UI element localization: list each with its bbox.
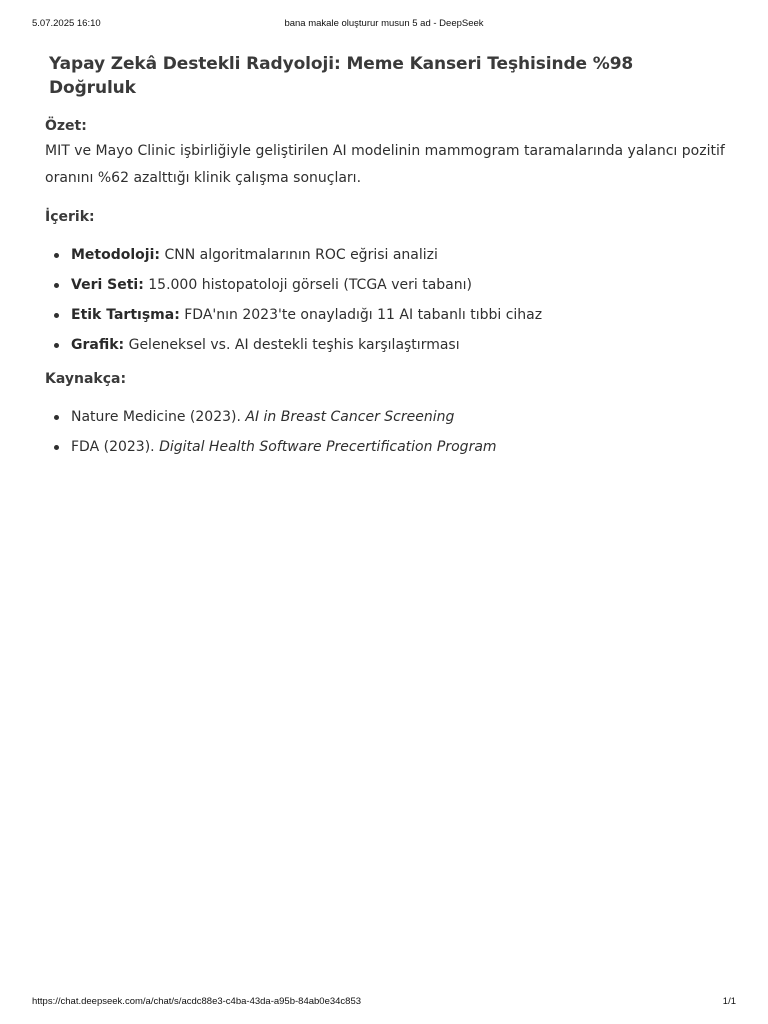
reference-item — [45, 407, 725, 427]
item-label: Grafik: — [71, 337, 125, 353]
print-page-number: 1/1 — [722, 996, 736, 1007]
list-item — [45, 305, 725, 325]
item-label: Metodoloji: — [71, 247, 160, 263]
reference-source: FDA (2023). — [71, 439, 160, 455]
item-label: Etik Tartışma: — [71, 307, 180, 323]
bullet-icon — [54, 415, 59, 420]
bullet-icon — [54, 343, 59, 348]
list-item — [45, 245, 725, 265]
bullet-icon — [54, 445, 59, 450]
print-footer — [32, 996, 736, 1008]
summary-heading: Özet: — [45, 118, 87, 134]
article-title: Yapay Zekâ Destekli Radyoloji: Meme Kanseri Teşhisinde %98 Doğruluk — [49, 54, 634, 98]
item-text: Geleneksel vs. AI destekli teşhis karşılaştırması — [124, 337, 460, 353]
item-text: CNN algoritmalarının ROC eğrisi analizi — [160, 247, 438, 263]
reference-item — [45, 437, 725, 457]
item-text: FDA'nın 2023'te onayladığı 11 AI tabanlı tıbbi cihaz — [179, 307, 543, 323]
reference-source: Nature Medicine (2023). — [71, 409, 246, 425]
item-text: 15.000 histopatoloji görseli (TCGA veri tabanı) — [143, 277, 472, 293]
content-list — [45, 245, 725, 355]
print-header — [32, 18, 736, 30]
bullet-icon — [54, 313, 59, 318]
list-item — [45, 275, 725, 295]
list-item — [45, 335, 725, 355]
print-datetime: 5.07.2025 16:10 — [32, 18, 101, 29]
item-label: Veri Seti: — [71, 277, 144, 293]
reference-title: AI in Breast Cancer Screening — [245, 409, 455, 425]
print-url: https://chat.deepseek.com/a/chat/s/acdc88e3-c4ba-43da-a95b-84ab0e34c853 — [32, 996, 362, 1007]
references-heading: Kaynakça: — [45, 371, 127, 387]
content-heading: İçerik: — [45, 209, 95, 225]
article — [45, 52, 725, 467]
print-page-title: bana makale oluşturur musun 5 ad - DeepSeek — [284, 18, 484, 29]
summary-text: MIT ve Mayo Clinic işbirliğiyle geliştirilen AI modelinin mammogram taramalarında yalancı pozitif oranını %62 azalttığı klinik çalışma sonuçları. — [45, 143, 725, 186]
reference-title: Digital Health Software Precertification Program — [159, 439, 497, 455]
bullet-icon — [54, 253, 59, 258]
bullet-icon — [54, 283, 59, 288]
references-list — [45, 407, 725, 457]
